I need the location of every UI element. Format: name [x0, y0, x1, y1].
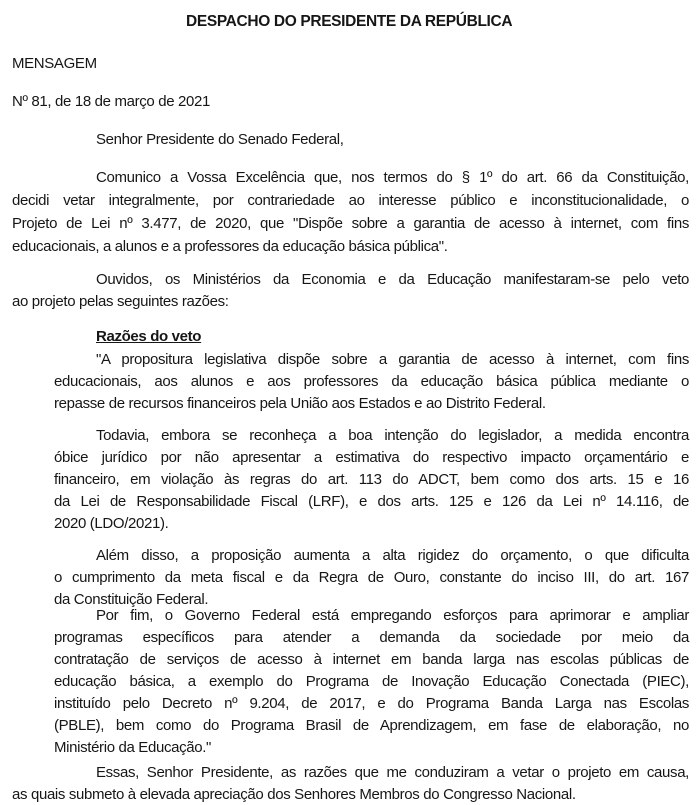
message-number-date: Nº 81, de 18 de março de 2021 — [12, 93, 210, 110]
reason-line: da Lei de Responsabilidade Fiscal (LRF), e dos arts. 125 e 126 da Lei nº 14.116, de — [54, 493, 689, 510]
reasons-heading: Razões do veto — [96, 328, 202, 345]
reason-line: Além disso, a proposição aumenta a alta rigidez do orçamento, o que dificulta — [96, 547, 689, 564]
intro-line: educacionais, a alunos e a professores da educação básica pública". — [12, 238, 448, 255]
reason-line: o cumprimento da meta fiscal e da Regra de Ouro, constante do inciso III, do art. 167 — [54, 569, 689, 586]
closing-line: Essas, Senhor Presidente, as razões que me conduziram a vetar o projeto em causa, — [96, 764, 689, 781]
reason-line: óbice jurídico por não apresentar a estimativa do respectivo impacto orçamentário e — [54, 449, 689, 466]
ministries-line: Ouvidos, os Ministérios da Economia e da Educação manifestaram-se pelo veto — [96, 271, 689, 288]
reason-line: repasse de recursos financeiros pela União aos Estados e ao Distrito Federal. — [54, 395, 546, 412]
reason-line: educação básica, a exemplo do Programa de Inovação Educação Conectada (PIEC), — [54, 673, 689, 690]
reason-line: (PBLE), bem como do Programa Brasil de Aprendizagem, em fase de elaboração, no — [54, 717, 689, 734]
reason-line: 2020 (LDO/2021). — [54, 515, 169, 532]
reason-line: "A propositura legislativa dispõe sobre a garantia de acesso à internet, com fins — [96, 351, 689, 368]
intro-line: decidi vetar integralmente, por contrariedade ao interesse público e inconstitucionalidade, o — [12, 192, 689, 209]
message-label: MENSAGEM — [12, 55, 97, 72]
intro-line: Comunico a Vossa Excelência que, nos termos do § 1º do art. 66 da Constituição, — [96, 169, 689, 186]
reason-line: Todavia, embora se reconheça a boa intenção do legislador, a medida encontra — [96, 427, 689, 444]
reason-line: programas específicos para atender a demanda da sociedade por meio da — [54, 629, 689, 646]
intro-line: Projeto de Lei nº 3.477, de 2020, que "Dispõe sobre a garantia de acesso à internet, com fins — [12, 215, 689, 232]
document-title: DESPACHO DO PRESIDENTE DA REPÚBLICA — [186, 13, 513, 30]
closing-line: as quais submeto à elevada apreciação dos Senhores Membros do Congresso Nacional. — [12, 786, 576, 803]
ministries-line: ao projeto pelas seguintes razões: — [12, 293, 229, 310]
salutation: Senhor Presidente do Senado Federal, — [96, 131, 344, 148]
reason-line: Ministério da Educação." — [54, 739, 212, 756]
reason-line: financeiro, em violação às regras do art. 113 do ADCT, bem como dos arts. 15 e 16 — [54, 471, 689, 488]
reason-line: educacionais, aos alunos e aos professores da educação básica pública mediante o — [54, 373, 689, 390]
reason-line: instituído pelo Decreto nº 9.204, de 2017, e do Programa Banda Larga nas Escolas — [54, 695, 689, 712]
reason-line: Por fim, o Governo Federal está empregando esforços para aprimorar e ampliar — [96, 607, 689, 624]
reason-line: contratação de serviços de acesso à internet em banda larga nas escolas públicas de — [54, 651, 689, 668]
reason-line: da Constituição Federal. — [54, 591, 209, 608]
